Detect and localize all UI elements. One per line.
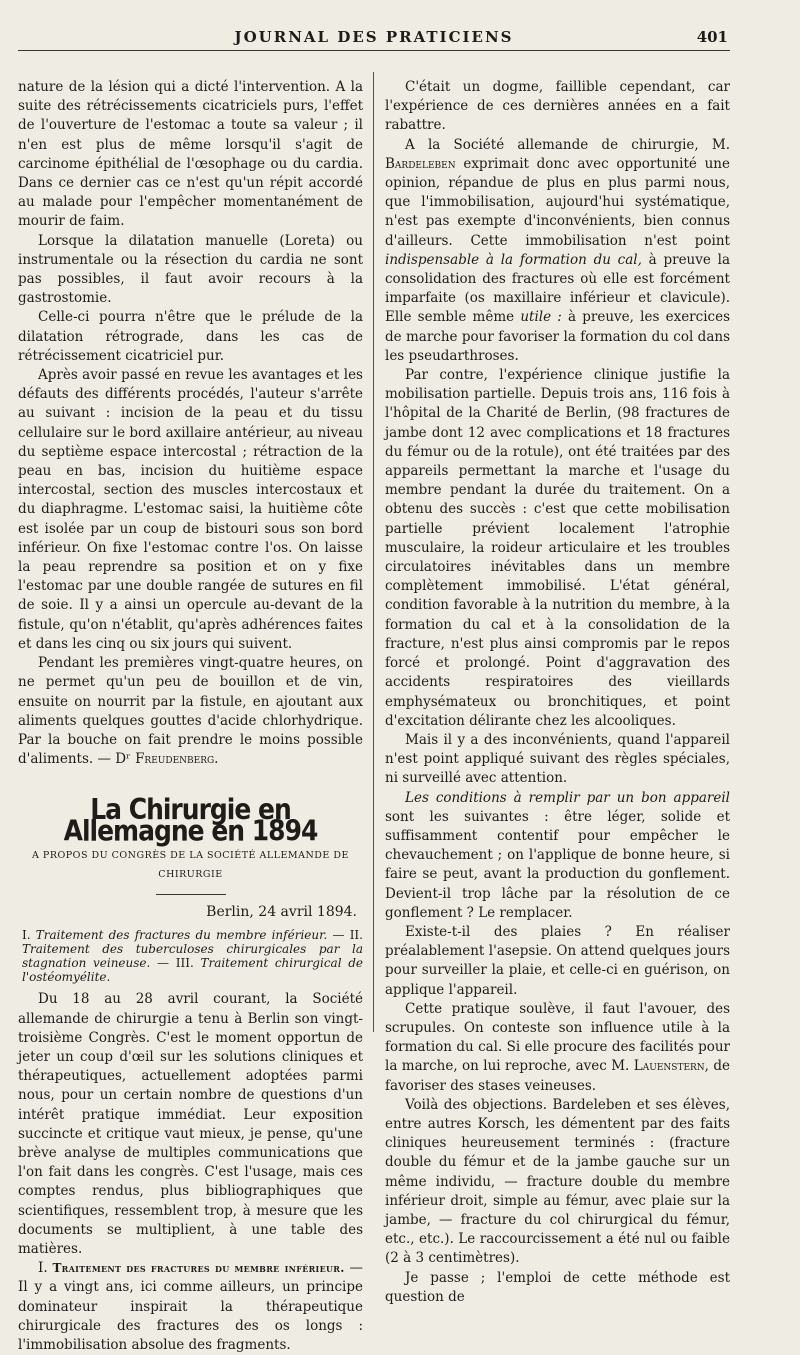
paragraph-text: à preuve, les exercices de marche pour favoriser la formation du col dans les pseudarthroses. — [385, 309, 730, 364]
section-paragraph — [18, 1259, 363, 1355]
summary-number: III. — [175, 956, 194, 971]
summary-number: II. — [349, 928, 363, 943]
paragraph: Je passe ; l'emploi de cette méthode est question de — [385, 1269, 730, 1305]
paragraph — [18, 654, 363, 769]
column-divider — [373, 72, 374, 1032]
article-summary — [18, 928, 363, 984]
paragraph: C'était un dogme, faillible cependant, car l'expérience de ces dernières années en a fait rabattre. — [385, 79, 730, 134]
paragraph — [385, 1000, 730, 1096]
summary-number: I. — [22, 928, 31, 943]
journal-title: JOURNAL DES PRATICIENS — [234, 28, 514, 46]
article-subtitle: A PROPOS DU CONGRÈS DE LA SOCIÉTÉ ALLEMANDE DE CHIRURGIE — [32, 849, 349, 880]
section-number: I. — [38, 1260, 48, 1277]
paragraph: Celle-ci pourra n'être que le prélude de la dilatation rétrograde, dans les cas de rétrécissement cicatriciel pur. — [18, 309, 363, 364]
summary-item: Traitement des fractures du membre inférieur. — — [35, 928, 345, 943]
paragraph — [385, 789, 730, 923]
paragraph — [385, 136, 730, 366]
paragraph: Mais il y a des inconvénients, quand l'appareil n'est point appliqué suivant des règles spéciales, ni surveillé avec attention. — [385, 731, 730, 787]
paragraph: Par contre, l'expérience clinique justifie la mobilisation partielle. Depuis trois ans, 116 fois à l'hôpital de la Charité de Berlin, (98 fractures de jambe dont 12 avec complications et 18 fractures du fémur ou de la rotule), ont été traitées par des appareils permettant la marche et l'usage du membre pendant la durée du traitement. On a obtenu des succès : c'est que cette mobilisation partielle prévient localement l'atrophie musculaire, la roideur articulaire et les troubles circulatoires inévitables dans un membre complètement immobilisé. L'état général, condition favorable à la nutrition du membre, à la formation du cal et à la consolidation de la fracture, n'est plus ainsi compromis par le repos forcé et prolongé. Point d'aggravation des accidents respiratoires des vieillards emphysémateux ou bronchitiques, et point d'excitation délirante chez les alcooliques. — [385, 367, 730, 729]
article-banner-title: La Chirurgie en Allemagne en 1894 — [63, 792, 318, 849]
page-number: 401 — [696, 28, 728, 46]
italic-phrase: utile : — [520, 309, 562, 326]
paragraph-text: , de favoriser des stases veineuses. — [385, 1058, 731, 1094]
paragraph: Voilà des objections. Bardeleben et ses élèves, entre autres Korsch, les démentent par des faits cliniques heureusement terminés : (fracture double du fémur et de la jambe gauche sur un même individu, — fracture double du membre inférieur droit, simple au fémur, avec plaie sur la jambe, — fracture du col chirurgical du fémur, etc., etc.). Le raccourcissement a été nul ou faible (2 à 3 centimètres). — [385, 1096, 730, 1267]
paragraph-text: exprimait donc avec opportunité une opinion, répandue de plus en plus parmi nous, que l'immobilisation, aujourd'hui systématique, n'est pas exempte d'inconvénients, bien connus d'ailleurs. Cette immobilisation n'est point — [385, 155, 730, 249]
paragraph: Du 18 au 28 avril courant, la Société allemande de chirurgie a tenu à Berlin son vingt-troisième Congrès. C'est le moment opportun de jeter un coup d'œil sur les solutions cliniques et thérapeutiques, actuellement adoptées parmi nous, pour un certain nombre de questions d'un intérêt pratique immédiat. Leur exposition succincte et critique vaut mieux, je pense, qu'une brève analyse de multiples communications que l'on fait dans les congrès. C'est l'usage, mais ces comptes rendus, plus bibliographiques que scientifiques, ressemblent trop, à mesure que les documents se multiplient, à une table des matières. — [18, 991, 363, 1257]
summary-item: Traitement chirurgical de l'ostéomyélite. — [22, 956, 363, 985]
paragraph-text: à preuve la consolidation des fractures où elle est forcément imparfaite (os maxillaire inférieur et clavicule). Elle semble même — [385, 251, 730, 326]
summary-item: Traitement des tuberculoses chirurgicales par la stagnation veineuse. — — [22, 942, 363, 971]
section-heading: Traitement des fractures du membre inférieur. — [52, 1261, 345, 1276]
paragraph: Lorsque la dilatation manuelle (Loreta) ou instrumentale ou la résection du cardia ne sont pas possibles, il faut avoir recours à la gastrostomie. — [18, 232, 363, 307]
paragraph: nature de la lésion qui a dicté l'intervention. A la suite des rétrécissements cicatriciels purs, l'effet de l'ouverture de l'estomac a toute sa valeur ; il n'en est plus de même lorsqu'il s'agit de carcinome épithélial de l'œsophage ou du cardia. Dans ce dernier cas ce n'est qu'un répit accordé au malade pour l'empêcher momentanément de mourir de faim. — [18, 79, 363, 230]
paragraph-text: Pendant les premières vingt-quatre heures, on ne permet qu'un peu de bouillon et de vin, ensuite on nourrit par la fistule, en ajoutant aux aliments quelques gouttes d'acide chlorhydrique. Par la bouche on fait prendre le moins possible d'aliments. — Dʳ — [18, 655, 363, 768]
dateline: Berlin, 24 avril 1894. — [206, 904, 357, 921]
right-column — [385, 78, 730, 1307]
separator-rule — [156, 894, 226, 895]
person-name: Lauenstern — [633, 1058, 705, 1075]
paragraph-text: Cette pratique soulève, il faut l'avouer, des scrupules. On conteste son influence utile à la formation du cal. Si elle procure des facilités pour la marche, on lui reproche, avec M. — [385, 1000, 730, 1075]
paragraph: Après avoir passé en revue les avantages et les défauts des différents procédés, l'auteur s'arrête au suivant : incision de la peau et du tissu cellulaire sur le bord axillaire antérieur, au niveau du septième espace intercostal ; rétraction de la peau en bas, incision du huitième espace intercostal, section des muscles intercostaux et du diaphragme. L'estomac saisi, la huitième côte est isolée par un coup de bistouri sous son bord inférieur. On fixe l'estomac contre l'os. On laisse la peau reprendre sa position et on y fixe l'estomac par une double rangée de sutures en fil de soie. Il y a ainsi un opercule au-devant de la fistule, qu'on n'établit, qu'après adhérences faites et dans les cinq ou six jours qui suivent. — [18, 367, 363, 652]
paragraph: Existe-t-il des plaies ? En réaliser préalablement l'asepsie. On attend quelques jours pour surveiller la plaie, et celle-ci en guérison, on applique l'appareil. — [385, 923, 730, 998]
person-name: Bardeleben — [385, 155, 456, 172]
paragraph-text: sont les suivantes : être léger, solide et suffisamment contentif pour empêcher le chevauchement ; on l'applique de bonne heure, si faire se peut, avant la production du gonflement. Devient-il trop lâche par la résolution de ce gonflement ? Le remplacer. — [385, 808, 730, 921]
paragraph-text: A la Société allemande de chirurgie, M. — [405, 136, 730, 153]
running-header — [18, 28, 730, 51]
italic-phrase: Les conditions à remplir par un bon appareil — [405, 789, 730, 806]
section-text: — Il y a vingt ans, ici comme ailleurs, un principe dominateur inspirait la thérapeutique chirurgicale des fractures des os longs : l'immobilisation absolue des fragments. — [18, 1260, 364, 1353]
italic-phrase: indispensable à la formation du cal, — [385, 251, 642, 268]
author-signature: Freudenberg. — [135, 751, 219, 768]
left-column — [18, 78, 363, 1355]
